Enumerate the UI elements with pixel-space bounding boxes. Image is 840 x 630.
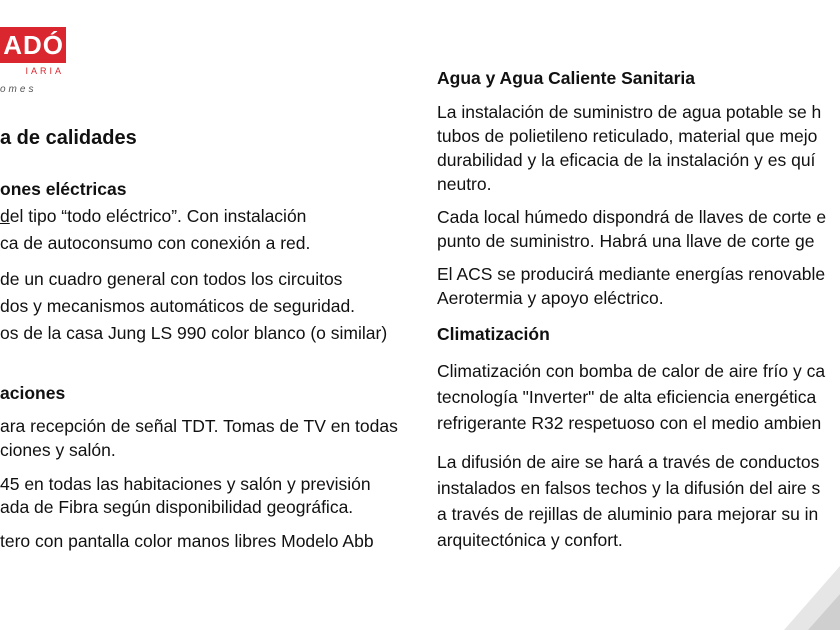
text-line: a través de rejillas de aluminio para mejorar su in [437, 504, 819, 524]
text-line: ada de Fibra según disponibilidad geográfica. [0, 497, 354, 517]
logo-homes: omes [0, 84, 37, 95]
logo-subtitle: IARIA [25, 66, 64, 76]
section-heading-electricas: ones eléctricas [0, 179, 127, 199]
text-line: refrigerante R32 respetuoso con el medio ambien [437, 413, 822, 433]
text-line: La difusión de aire se hará a través de conductos [437, 452, 820, 472]
section-heading-clima: Climatización [437, 324, 550, 344]
text-line: Climatización con bomba de calor de aire frío y ca [437, 361, 826, 381]
section-heading-agua: Agua y Agua Caliente Sanitaria [437, 68, 696, 88]
text-line: tecnología "Inverter" de alta eficiencia energética [437, 387, 817, 407]
text-line [0, 206, 306, 226]
text-line: os de la casa Jung LS 990 color blanco (o similar) [0, 323, 388, 343]
text-line: El ACS se producirá mediante energías renovable [437, 264, 826, 284]
text-line: ca de autoconsumo con conexión a red. [0, 233, 311, 253]
text-line: durabilidad y la eficacia de la instalación y es quí [437, 150, 816, 170]
text-line: 45 en todas las habitaciones y salón y previsión [0, 474, 371, 494]
text-line: Aerotermia y apoyo eléctrico. [437, 288, 664, 308]
text-line: dos y mecanismos automáticos de seguridad. [0, 296, 356, 316]
text-line: arquitectónica y confort. [437, 530, 623, 550]
logo-brand-text: ADÓ [3, 30, 64, 60]
text-underlined: d [0, 206, 10, 226]
text-line: punto de suministro. Habrá una llave de corte ge [437, 231, 815, 251]
text-line: de un cuadro general con todos los circuitos [0, 269, 343, 289]
text-line: Cada local húmedo dispondrá de llaves de corte e [437, 207, 827, 227]
section-heading-telecom: aciones [0, 383, 66, 403]
text-line: ciones y salón. [0, 440, 116, 460]
page-title: a de calidades [0, 127, 137, 149]
text-line: neutro. [437, 174, 492, 194]
text-line: La instalación de suministro de agua potable se h [437, 102, 822, 122]
text-line: tero con pantalla color manos libres Modelo Abb [0, 531, 374, 551]
text-fragment: el tipo “todo eléctrico”. Con instalación [9, 206, 307, 226]
corner-decoration [760, 560, 840, 630]
text-line: ara recepción de señal TDT. Tomas de TV en todas [0, 416, 398, 436]
text-line: tubos de polietileno reticulado, material que mejo [437, 126, 818, 146]
text-line: instalados en falsos techos y la difusión del aire s [437, 478, 821, 498]
